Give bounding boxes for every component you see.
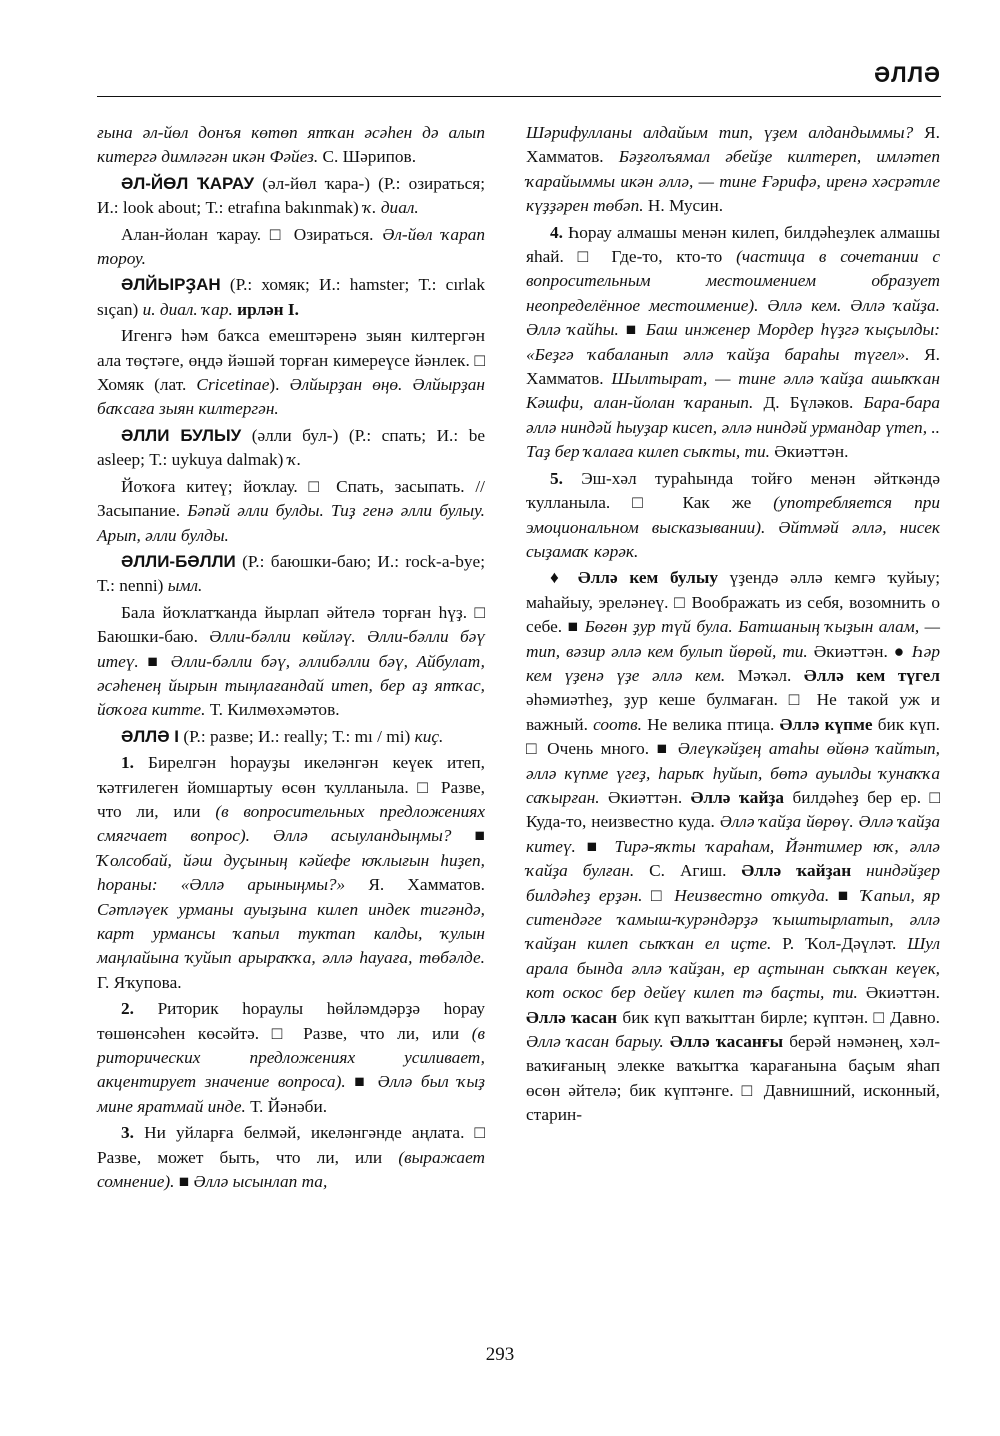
headword: ӘЛ-ЙӨЛ ҠАРАУ (121, 173, 255, 193)
sense-5: 5. Эш-хәл тураһында тойғо менән әйткәндә ҡулланыла. □ Как же (употребляется при эмоциональном высказывании). Әйтмәй әллә, нисек сыҙамаҡ кәрәк. (526, 468, 940, 561)
headword: ӘЛЛИ-БӘЛЛИ (121, 551, 236, 571)
sense-3: 3. Ни уйларға белмәй, икеләнгәнде аңлата. □ Разве, может быть, что ли, или (выражает сомнение). ■ Әллә ысынлап та, (97, 1123, 485, 1192)
idioms-block: ♦ Әллә кем булыу үҙендә әллә кемгә ҡуйыу; маһайыу, эреләнеү. □ Воображать из себя, возомнить о себе. ■ Бөгөн ҙур түй була. Батшаның ҡыҙын алам, — тип, вәзир әллә кем булып йөрөй, ти. Әкиәттән. ● Һәр кем үҙенә үҙе әллә кем. Мәҡәл. Әллә кем түгел әһәмиәтһеҙ, ҙур кеше булмаған. □ Не такой уж и важный. соотв. Не велика птица. Әллә күпме бик күп. □ Очень много. ■ Әлеүкәйҙең атаһы өйөнә ҡайтып, әллә күпме үгеҙ, һарыҡ һуйып, бөтә ауылды ҡунаҡҡа саҡырған. Әкиәттән. Әллә ҡайҙа билдәһеҙ бер ер. □ Куда-то, неизвестно куда. Әллә ҡайҙа йөрөү. Әллә ҡайҙа китеү. ■ Тирә-яҡты ҡараһам, Йәнтимер юҡ, әллә ҡайҙа булған. С. Агиш. Әллә ҡайҙан ниндәйҙер билдәһеҙ ерҙән. □ Неизвестно откуда. ■ Ҡапыл, яр ситендәге ҡамыш-ҡурәндәрҙә ҡыштырлатып, әллә ҡайҙан килеп сыҡҡан ел иҫте. Р. Ҡол-Дәүләт. Шул арала бында әллә ҡайҙан, ер аҫтынан сыҡҡан кеүек, кот оскос бер дейеү килеп тә баҫты, ти. Әкиәттән. Әллә ҡасан бик күп ваҡыттан бирле; күптән. □ Давно. Әллә ҡасан барыу. Әллә ҡасанғы берәй нәмәнең, хәл-ваҡиғаның элекке ваҡытҡа ҡарағанына баҫым яһап өсөн әйтелә; бик күптәнге. □ Давнишний, исконный, старин- (526, 568, 940, 1125)
headword: ӘЛЛИ БУЛЫУ (121, 425, 242, 445)
header-rule (97, 96, 941, 97)
running-header: ӘЛЛӘ (874, 62, 941, 87)
entry-alli-bulyu: ӘЛЛИ БУЛЫУ (әлли бул-) (Р.: спать; И.: be asleep; Т.: uykuya dalmak) ҡ. (97, 425, 486, 470)
entry-alli-balli: ӘЛЛИ-БӘЛЛИ (Р.: баюшки-баю; И.: rock-a-bye; Т.: nenni) ымл. (97, 551, 485, 596)
right-column (526, 121, 940, 1130)
entry-al-yol-karau: ӘЛ-ЙӨЛ ҠАРАУ (әл-йөл ҡара-) (Р.: озираться; И.: look about; Т.: etrafına bakınmak) ҡ. диал. (97, 173, 485, 218)
page-number: 293 (485, 1344, 515, 1365)
sense-2: 2. Риторик һораулы һөйләмдәрҙә һорау төшөнсәһен көсәйтә. □ Разве, что ли, или (в риторических предложениях усиливает, акцентирует значение вопроса). ■ Әллә был ҡыҙ мине яратмай инде. Т. Йәнәби. (97, 999, 485, 1116)
entry-alla-1: ӘЛЛӘ I (Р.: разве; И.: really; Т.: mı / mi) киҫ. (121, 726, 444, 746)
diamond-icon: ♦ (550, 568, 578, 588)
entry-continuation: ғына әл-йөл донъя көтөп ятҡан әсәһен дә алып китергә димләгән икән Фәйез. С. Шәрипов. (97, 123, 485, 167)
entry-definition: Алан-йолан ҡарау. □ Озираться. Әл-йөл ҡарап тороу. (97, 224, 485, 269)
bullet-icon: ● (893, 641, 912, 661)
headword: ӘЛЛӘ I (121, 726, 179, 746)
entry-definition: Йоҡоға китеү; йоҡлау. □ Спать, засыпать. // Засыпание. Бәпәй әлли булды. Тиҙ генә әлли булыу. Арып, әлли булды. (97, 476, 485, 545)
sense-1: 1. Бирелгән һорауҙы икеләнгән кеүек итеп, ҡәтғилеген йомшартыу өсөн ҡулланыла. □ Разве, что ли, или (в вопросительных предложениях смягчает вопрос). Әллә асыуландыңмы? ■ Ҡолсобай, йәш дуҫының кәйефе юҡлығын һиҙеп, һораны: «Әллә арыныңмы?» Я. Хамматов. Сәтләүек урманы ауыҙына килеп индек тигәндә, карт урмансы ҡапыл туктап калды, ҡулын маңлайына ҡуйып арыраҡҡа, әллә һауаға, төбәлде. Г. Яҡупова. (97, 753, 485, 992)
headword: ӘЛЙЫРҘАН (121, 275, 221, 295)
left-column (97, 121, 485, 1196)
sense-4: 4. Һорау алмашы менән килеп, билдәһеҙлек алмашы яһай. □ Где-то, кто-то (частица в сочетании с вопросительным местоимением образует неопределённое местоимение). Әллә кем. Әллә ҡайҙа. Әллә ҡайһы. ■ Баш инженер Мордер һүҙгә ҡыҫылды: «Беҙгә ҡабаланып әллә ҡайҙа бараһы түгел». Я. Хамматов. Шылтырат, — тине әллә ҡайҙа ашыҡҡан Кәшфи, алан-йолан ҡаранып. Д. Бүләков. Бара-бара әллә ниндәй һыуҙар кисеп, әллә ниндәй урмандар үтеп, .. Таҙ бер ҡалаға килеп сыҡты, ти. Әкиәттән. (526, 222, 940, 462)
sense-3-continuation: Шәрифулланы алдайым тип, үҙем алдандыммы? Я. Хамматов. Бәҙғолъямал әбейҙе килтереп, имләтеп ҡарайыммы икән әллә, — тине Ғәрифә, иренә хәсрәтле күҙҙәрен төбәп. Н. Мусин. (526, 123, 940, 216)
entry-definition: Игенгә һәм баҡса емештәренә зыян килтергән ала төҫтәге, өңдә йәшәй торған кимереүсе йәнлек. □ Хомяк (лат. Cricetinae). Әлйырҙан өңө. Әлйырҙан баҡсаға зыян килтергән. (97, 326, 485, 419)
entry-alyyrdan: ӘЛЙЫРҘАН (Р.: хомяк; И.: hamster; Т.: cırlak sıçan) и. диал. ҡар. ирлән I. (97, 275, 485, 319)
entry-definition: Бала йоҡлатҡанда йырлап әйтелә торған һүҙ. □ Баюшки-баю. Әлли-бәлли көйләү. Әлли-бәлли бәү итеү. ■ Әлли-бәлли бәү, әллибәлли бәү, Айбулат, әсәһенең йырын тыңлағандай итеп, бер аҙ ятҡас, йоҡоға китте. Т. Килмөхәмәтов. (97, 602, 485, 720)
